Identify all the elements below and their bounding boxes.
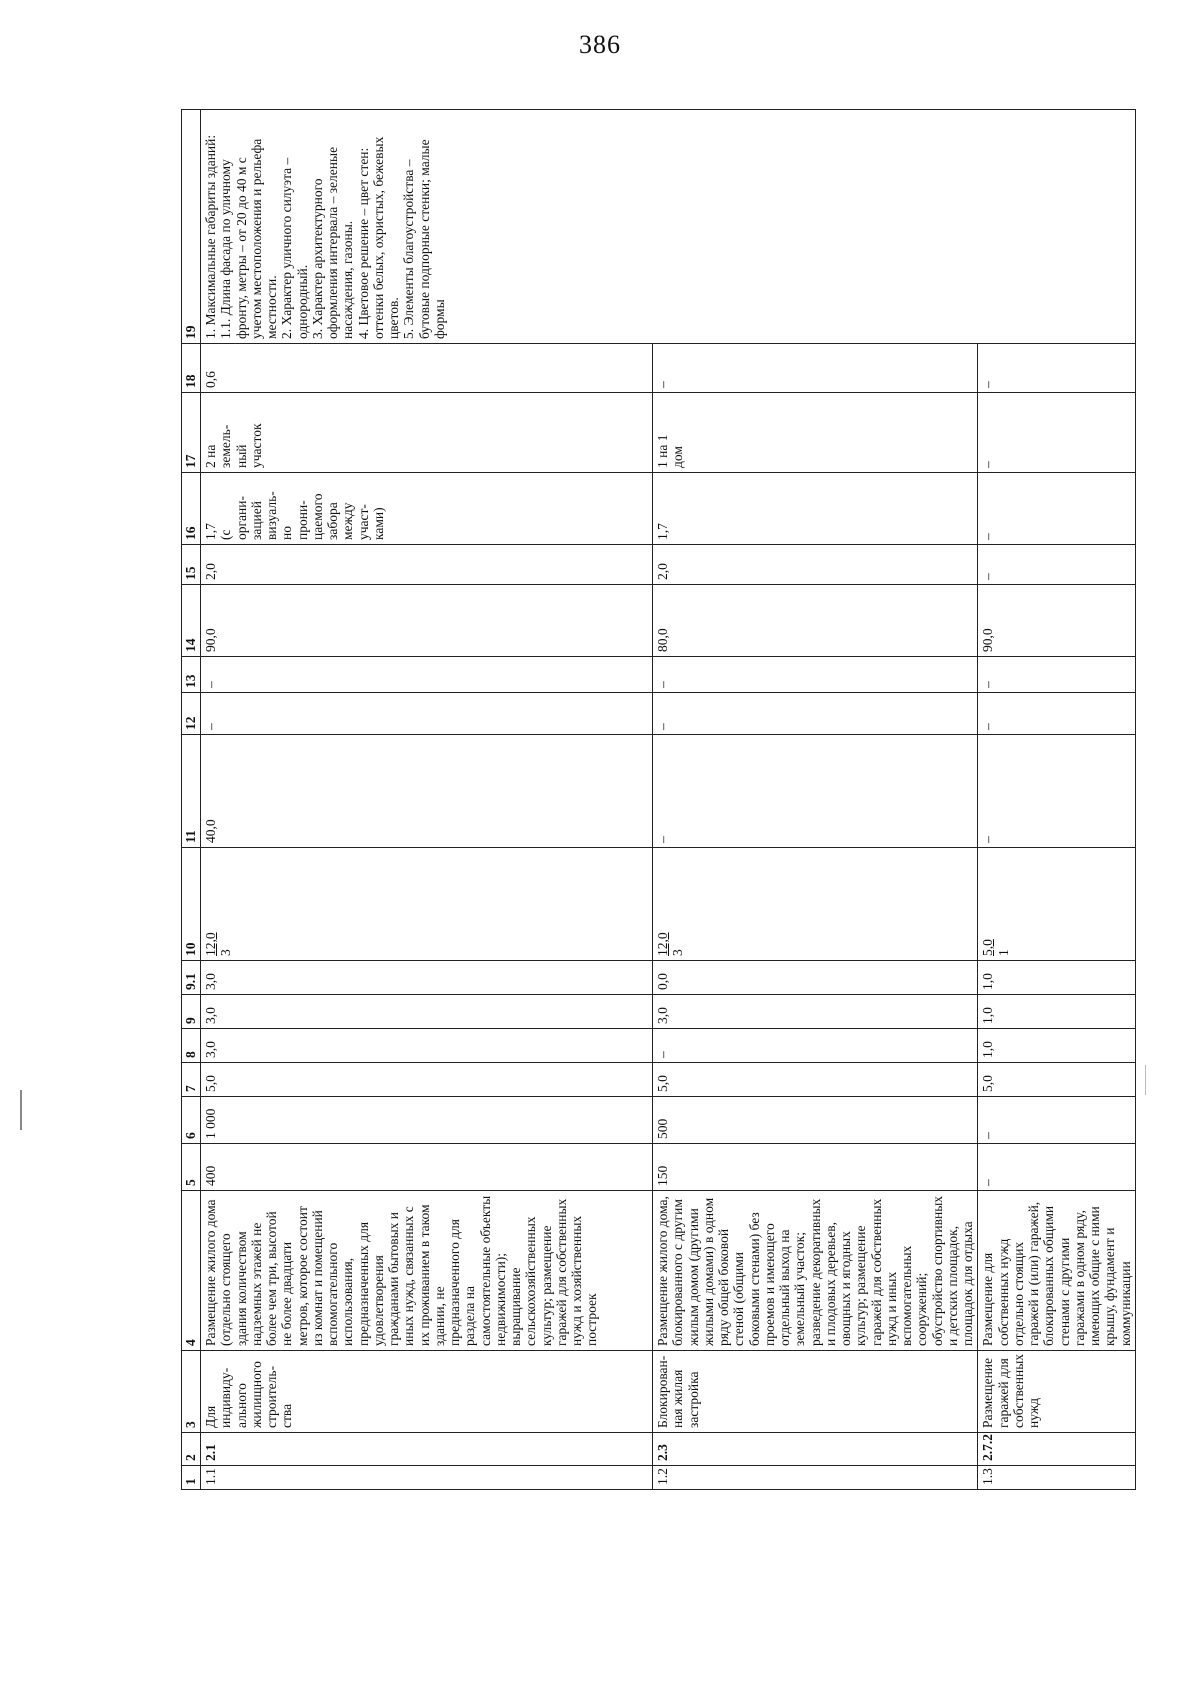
rotated-table-container bbox=[181, 110, 1133, 1490]
cell-value: – bbox=[201, 657, 653, 693]
cell-value: – bbox=[978, 693, 1136, 735]
fraction-denominator: 1 bbox=[995, 949, 1011, 956]
cell-value: 90,0 bbox=[978, 585, 1136, 657]
header-cell: 6 bbox=[182, 1097, 201, 1144]
header-cell: 3 bbox=[182, 1351, 201, 1433]
cell-use-type: Размещение гаражей для собственных нужд bbox=[978, 1351, 1136, 1433]
cell-value: – bbox=[978, 545, 1136, 585]
header-cell: 7 bbox=[182, 1063, 201, 1097]
cell-value: – bbox=[978, 393, 1136, 473]
cell-value: 0,6 bbox=[201, 344, 653, 393]
header-cell: 19 bbox=[182, 110, 201, 344]
cell-value: – bbox=[978, 1144, 1136, 1191]
cell-code: 2.3 bbox=[653, 1433, 978, 1466]
cell-value: 1 000 bbox=[201, 1097, 653, 1144]
cell-value: – bbox=[653, 735, 978, 848]
header-cell: 11 bbox=[182, 735, 201, 848]
cell-value: – bbox=[978, 735, 1136, 848]
cell-code: 2.7.2 bbox=[978, 1433, 1136, 1466]
cell-value: 3,0 bbox=[201, 1029, 653, 1063]
cell-row-number: 1.1 bbox=[201, 1466, 653, 1490]
header-row bbox=[182, 110, 201, 1490]
cell-value: 3,0 bbox=[653, 995, 978, 1029]
header-cell: 5 bbox=[182, 1144, 201, 1191]
cell-value: 1,0 bbox=[978, 1029, 1136, 1063]
cell-value: 5,0 bbox=[653, 1063, 978, 1097]
cell-value: 3,0 bbox=[201, 961, 653, 995]
cell-value: 400 bbox=[201, 1144, 653, 1191]
cell-value: – bbox=[653, 1029, 978, 1063]
header-cell: 17 bbox=[182, 393, 201, 473]
cell-value: 1,0 bbox=[978, 995, 1136, 1029]
cell-requirements: 1. Максимальные габариты зданий: 1.1. Длина фасада по уличному фронту, метры – от 20 до 40 м с учетом местоположения и рельефа местности. 2. Характер уличного силуэта – однородный. 3. Характер архитектурного оформления интервала – зеленые насаждения, газоны. 4. Цветовое решение – цвет стен: оттенки белых, охристых, бежевых цветов. 5. Элементы благоустройства – бутовые подпорные стенки; малые формы bbox=[201, 110, 1136, 344]
scan-artifact-left bbox=[20, 1090, 22, 1130]
cell-description: Размещение жилого дома, блокированного с другим жилым домом (другими жилыми домами) в одном ряду общей боковой стеной (общими боковыми стенами) без проемов и имеющего отдельный выход на земельный участок; разведение декоративных и плодовых деревьев, овощных и ягодных культур; размещение гаражей для собственных нужд и иных вспомогательных сооружений; обустройство спортивных и детских площадок, площадок для отдыха bbox=[653, 1191, 978, 1351]
header-cell: 8 bbox=[182, 1029, 201, 1063]
cell-value: 0,0 bbox=[653, 961, 978, 995]
cell-fraction bbox=[653, 848, 978, 961]
header-cell: 18 bbox=[182, 344, 201, 393]
fraction-numerator: 5,0 bbox=[980, 939, 996, 956]
fraction-denominator: 3 bbox=[218, 949, 234, 956]
header-cell: 9.1 bbox=[182, 961, 201, 995]
cell-value: 2,0 bbox=[201, 545, 653, 585]
cell-value: – bbox=[978, 344, 1136, 393]
cell-row-number: 1.3 bbox=[978, 1466, 1136, 1490]
header-cell: 4 bbox=[182, 1191, 201, 1351]
cell-fraction bbox=[978, 848, 1136, 961]
page-number: 386 bbox=[579, 30, 621, 59]
cell-code: 2.1 bbox=[201, 1433, 653, 1466]
table-row bbox=[201, 110, 653, 1490]
cell-row-number: 1.2 bbox=[653, 1466, 978, 1490]
header-cell: 16 bbox=[182, 473, 201, 545]
cell-value: 90,0 bbox=[201, 585, 653, 657]
header-cell: 10 bbox=[182, 848, 201, 961]
header-cell: 15 bbox=[182, 545, 201, 585]
cell-value: 1,7 bbox=[653, 473, 978, 545]
cell-value: 150 bbox=[653, 1144, 978, 1191]
cell-value: – bbox=[978, 473, 1136, 545]
cell-value: 2 на земель- ный участок bbox=[201, 393, 653, 473]
cell-value: – bbox=[653, 693, 978, 735]
fraction-denominator: 3 bbox=[670, 949, 686, 956]
cell-description: Размещение для собственных нужд отдельно стоящих гаражей и (или) гаражей, блокированных общими стенами с другими гаражами в одном ряду, имеющих общие с ними крышу, фундамент и коммуникации bbox=[978, 1191, 1136, 1351]
cell-value: 1,7 (с органи- зацией визуаль- но прони- цаемого забора между участ- ками) bbox=[201, 473, 653, 545]
cell-value: 2,0 bbox=[653, 545, 978, 585]
cell-value: – bbox=[653, 344, 978, 393]
zoning-parameters-table bbox=[181, 109, 1136, 1490]
cell-value: 80,0 bbox=[653, 585, 978, 657]
cell-fraction bbox=[201, 848, 653, 961]
cell-use-type: Блокирован- ная жилая застройка bbox=[653, 1351, 978, 1433]
fraction-numerator: 12,0 bbox=[655, 932, 670, 956]
cell-value: 40,0 bbox=[201, 735, 653, 848]
header-cell: 14 bbox=[182, 585, 201, 657]
cell-value: 5,0 bbox=[978, 1063, 1136, 1097]
cell-use-type: Для индивиду- ального жилищного строитель- ства bbox=[201, 1351, 653, 1433]
cell-value: 1 на 1 дом bbox=[653, 393, 978, 473]
header-cell: 2 bbox=[182, 1433, 201, 1466]
cell-value: – bbox=[201, 693, 653, 735]
cell-value: 3,0 bbox=[201, 995, 653, 1029]
cell-value: – bbox=[978, 657, 1136, 693]
cell-description: Размещение жилого дома (отдельно стоящего здания количеством надземных этажей не более чем три, высотой не более двадцати метров, которое состоит из комнат и помещений вспомогательного использования, предназначенных для удовлетворения гражданами бытовых и иных нужд, связанных с их проживанием в таком здании, не предназначенного для раздела на самостоятельные объекты недвижимости); выращивание сельскохозяйственных культур; размещение гаражей для собственных нужд и хозяйственных построек bbox=[201, 1191, 653, 1351]
header-cell: 13 bbox=[182, 657, 201, 693]
cell-value: – bbox=[978, 1097, 1136, 1144]
scan-artifact-right bbox=[1145, 1065, 1146, 1095]
cell-value: 500 bbox=[653, 1097, 978, 1144]
cell-value: 1,0 bbox=[978, 961, 1136, 995]
fraction-numerator: 12,0 bbox=[203, 932, 218, 956]
header-cell: 9 bbox=[182, 995, 201, 1029]
cell-value: – bbox=[653, 657, 978, 693]
header-cell: 1 bbox=[182, 1466, 201, 1490]
cell-value: 5,0 bbox=[201, 1063, 653, 1097]
header-cell: 12 bbox=[182, 693, 201, 735]
